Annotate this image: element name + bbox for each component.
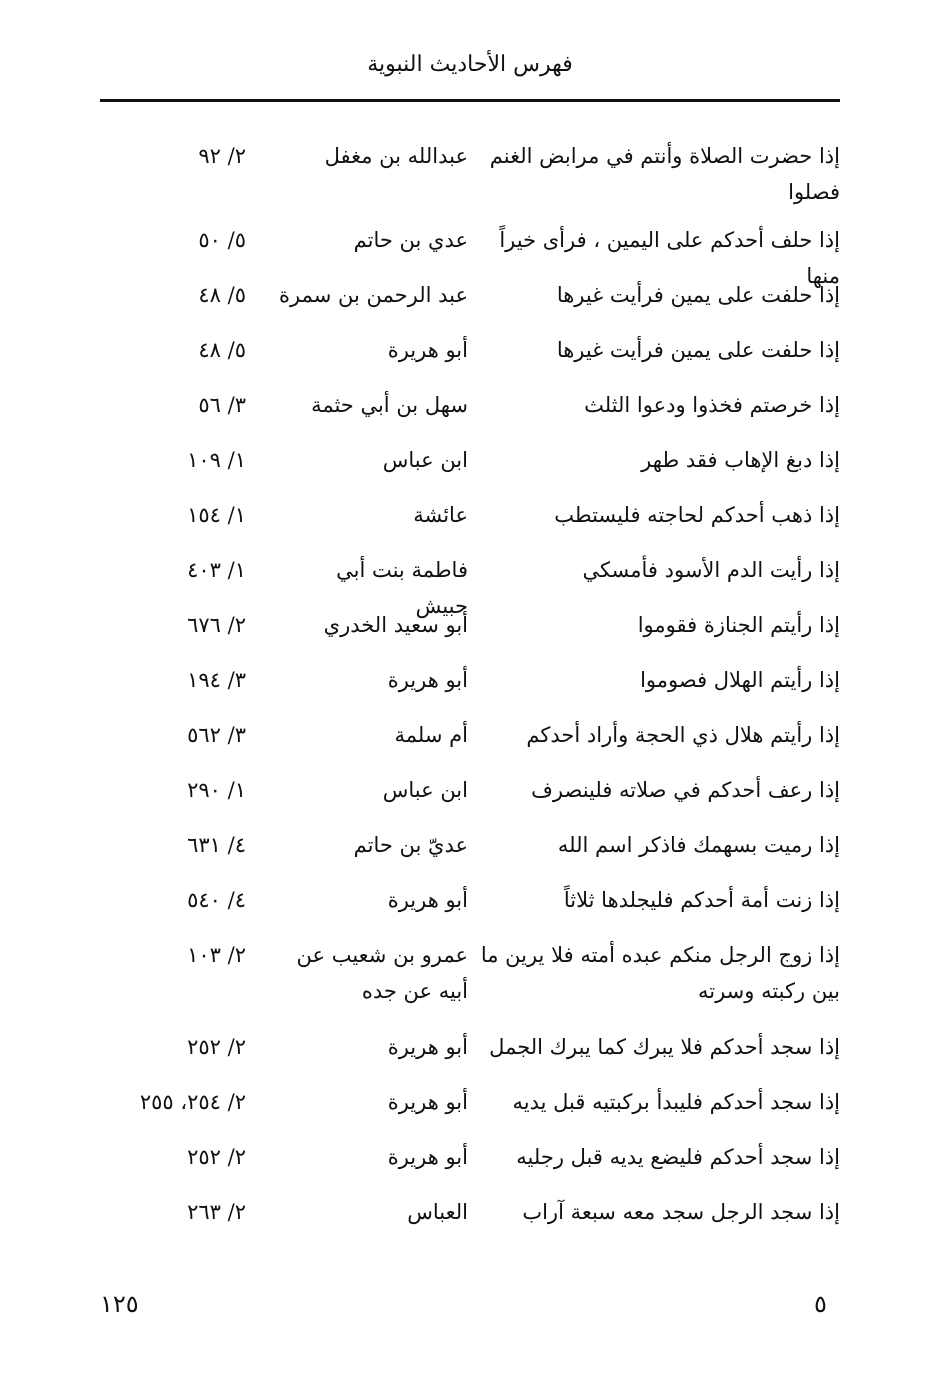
reference: ٤/ ٦٣١ (187, 833, 246, 857)
narrator: عبدالله بن مغفل (324, 144, 468, 168)
reference: ١/ ٤٠٣ (187, 558, 246, 582)
narrator: ابن عباس (382, 448, 468, 472)
hadith-text: إذا رأيت الدم الأسود فأمسكي (582, 558, 840, 582)
reference: ٥/ ٤٨ (198, 283, 246, 307)
hadith-text: إذا رأيتم الجنازة فقوموا (637, 613, 840, 637)
hadith-text: إذا خرصتم فخذوا ودعوا الثلث (584, 393, 840, 417)
hadith-text: إذا دبغ الإهاب فقد طهر (641, 448, 840, 472)
list-item (0, 772, 946, 827)
narrator: فاطمة بنت أبي حبيش (336, 558, 468, 618)
narrator: أبو هريرة (387, 1035, 468, 1059)
list-item (0, 1194, 946, 1249)
hadith-text: إذا سجد أحدكم فلا يبرك كما يبرك الجمل (489, 1035, 840, 1059)
hadith-text: إذا رميت بسهمك فاذكر اسم الله (557, 833, 840, 857)
header-divider (100, 99, 840, 102)
narrator: أبو سعيد الخدري (323, 613, 468, 637)
list-item (0, 882, 946, 937)
list-item (0, 1029, 946, 1084)
narrator: أبو هريرة (387, 1090, 468, 1114)
hadith-text: إذا ذهب أحدكم لحاجته فليستطب (554, 503, 840, 527)
reference: ٣/ ٥٦ (198, 393, 246, 417)
list-item (0, 1139, 946, 1194)
narrator: أبو هريرة (387, 668, 468, 692)
hadith-text: إذا حلفت على يمين فرأيت غيرها (556, 283, 840, 307)
narrator: أبو هريرة (387, 338, 468, 362)
narrator: العباس (407, 1200, 468, 1224)
narrator: عمرو بن شعيب عن أبيه عن جده (296, 943, 468, 1003)
volume-number: ٥ (814, 1290, 827, 1318)
list-item (0, 332, 946, 387)
hadith-text: إذا حضرت الصلاة وأنتم في مرابض الغنم فصلوا (489, 144, 840, 204)
reference: ٤/ ٥٤٠ (187, 888, 246, 912)
narrator: عائشة (413, 503, 468, 527)
narrator: أبو هريرة (387, 1145, 468, 1169)
list-item (0, 1084, 946, 1139)
reference: ٢/ ٢٥٢ (187, 1145, 246, 1169)
hadith-text: إذا زنت أمة أحدكم فليجلدها ثلاثاً (563, 888, 840, 912)
list-item (0, 607, 946, 662)
page-header-title: فهرس الأحاديث النبوية (367, 52, 573, 77)
list-item (0, 138, 946, 222)
reference: ٢/ ٢٥٢ (187, 1035, 246, 1059)
list-item (0, 827, 946, 882)
hadith-index-list (0, 138, 946, 1249)
hadith-text: إذا رعف أحدكم في صلاته فلينصرف (531, 778, 840, 802)
narrator: عبد الرحمن بن سمرة (279, 283, 468, 307)
reference: ٢/ ١٠٣ (187, 943, 246, 967)
list-item (0, 222, 946, 288)
list-item (0, 717, 946, 772)
list-item (0, 442, 946, 497)
reference: ٢/ ٩٢ (198, 144, 246, 168)
hadith-text: إذا زوج الرجل منكم عبده أمته فلا يرين ما بين ركبته وسرته (480, 943, 840, 1003)
reference: ٢/ ٦٧٦ (187, 613, 246, 637)
narrator: أبو هريرة (387, 888, 468, 912)
reference: ١/ ١٠٩ (187, 448, 246, 472)
reference: ٥/ ٤٨ (198, 338, 246, 362)
list-item (0, 497, 946, 552)
hadith-text: إذا سجد أحدكم فليبدأ بركبتيه قبل يديه (512, 1090, 840, 1114)
narrator: عديّ بن حاتم (353, 833, 468, 857)
reference: ١/ ٢٩٠ (187, 778, 246, 802)
list-item (0, 662, 946, 717)
hadith-text: إذا رأيتم الهلال فصوموا (640, 668, 840, 692)
narrator: عدي بن حاتم (353, 228, 468, 252)
reference: ٥/ ٥٠ (198, 228, 246, 252)
reference: ٣/ ١٩٤ (187, 668, 246, 692)
narrator: أم سلمة (394, 723, 468, 747)
hadith-text: إذا سجد الرجل سجد معه سبعة آراب (522, 1200, 840, 1224)
reference: ٣/ ٥٦٢ (187, 723, 246, 747)
narrator: ابن عباس (382, 778, 468, 802)
list-item (0, 277, 946, 332)
hadith-text: إذا سجد أحدكم فليضع يديه قبل رجليه (516, 1145, 840, 1169)
hadith-text: إذا حلف أحدكم على اليمين ، فرأى خيراً منها (499, 228, 840, 288)
reference: ١/ ١٥٤ (187, 503, 246, 527)
page-number: ١٢٥ (100, 1290, 139, 1318)
narrator: سهل بن أبي حثمة (311, 393, 468, 417)
list-item (0, 387, 946, 442)
list-item (0, 552, 946, 618)
reference: ٢/ ٢٦٣ (187, 1200, 246, 1224)
list-item (0, 937, 946, 1029)
hadith-text: إذا رأيتم هلال ذي الحجة وأراد أحدكم (526, 723, 840, 747)
hadith-text: إذا حلفت على يمين فرأيت غيرها (556, 338, 840, 362)
reference: ٢/ ٢٥٤، ٢٥٥ (139, 1090, 246, 1114)
